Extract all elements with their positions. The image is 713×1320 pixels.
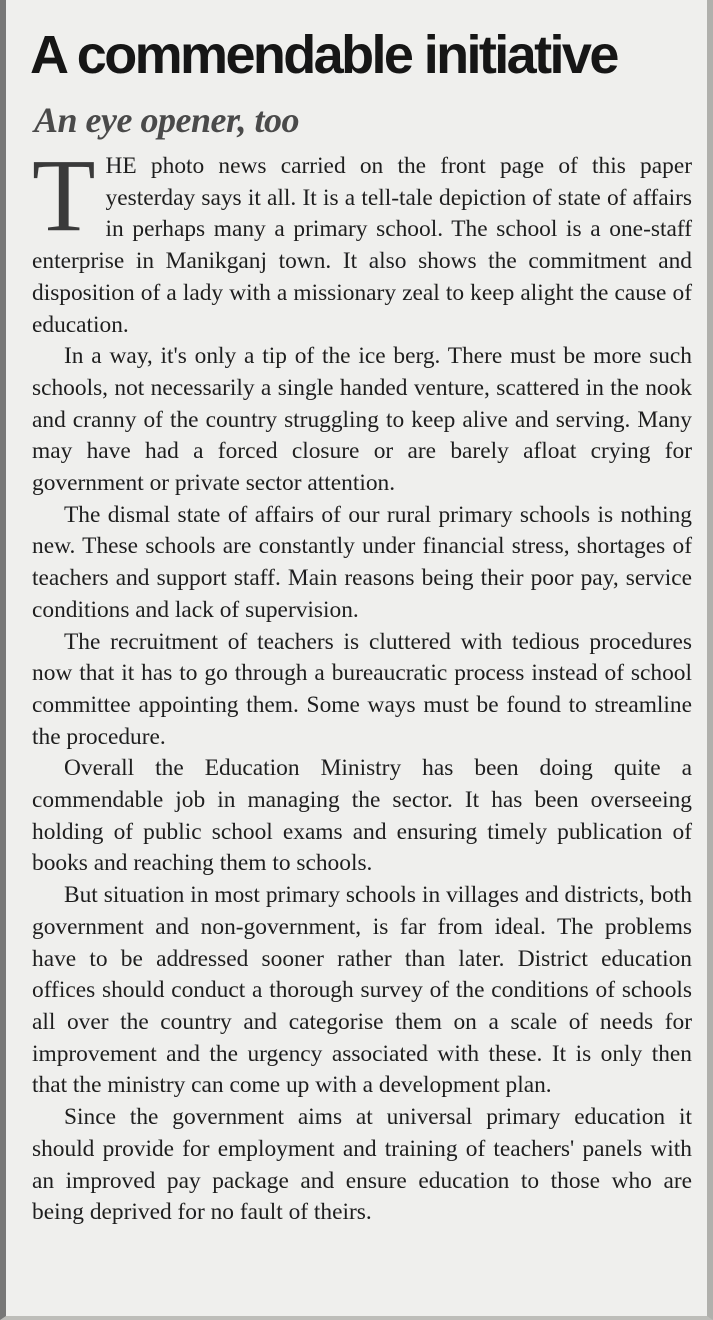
- paragraph-iceberg: In a way, it's only a tip of the ice berg. There must be more such schools, not necessarily a single handed venture, scattered in the nook and cranny of the country struggling to keep alive and serving. Many may have had a forced closure or are barely afloat crying for government or private sector attention.: [32, 343, 692, 497]
- lead-paragraph-text: HE photo news carried on the front page of this paper yesterday says it all. It is a tell-tale depiction of state of affairs in perhaps many a primary school. The school is a one-staff enterprise in Manikganj town. It also shows the commitment and disposition of a lady with a missionary zeal to keep alight the cause of education.: [32, 153, 692, 338]
- article-body: [32, 138, 692, 1229]
- subheadline: An eye opener, too: [34, 100, 299, 140]
- paragraph-dismal-state: The dismal state of affairs of our rural primary schools is nothing new. These schools are constantly under financial stress, shortages of teachers and support staff. Main reasons being their poor pay, service conditions and lack of supervision.: [32, 501, 692, 623]
- drop-cap: T: [32, 138, 96, 253]
- lead-paragraph: [32, 138, 692, 341]
- paragraph-education-ministry: Overall the Education Ministry has been doing quite a commendable job in managing the sector. It has been overseeing holding of public school exams and ensuring timely publication of books and reaching them to schools.: [32, 755, 692, 877]
- paragraph-universal-education: Since the government aims at universal primary education it should provide for employment and training of teachers' panels with an improved pay package and ensure education to those who are being deprived for no fault of theirs.: [32, 1104, 692, 1226]
- headline: A commendable initiative: [30, 25, 617, 85]
- paragraph-situation: But situation in most primary schools in villages and districts, both government and non-government, is far from ideal. The problems have to be addressed sooner rather than later. District education offices should conduct a thorough survey of the conditions of schools all over the country and categorise them on a scale of needs for improvement and the urgency associated with these. It is only then that the ministry can come up with a development plan.: [32, 882, 692, 1099]
- paragraph-recruitment: The recruitment of teachers is cluttered with tedious procedures now that it has to go through a bureaucratic process instead of school committee appointing them. Some ways must be found to streamline the procedure.: [32, 628, 692, 750]
